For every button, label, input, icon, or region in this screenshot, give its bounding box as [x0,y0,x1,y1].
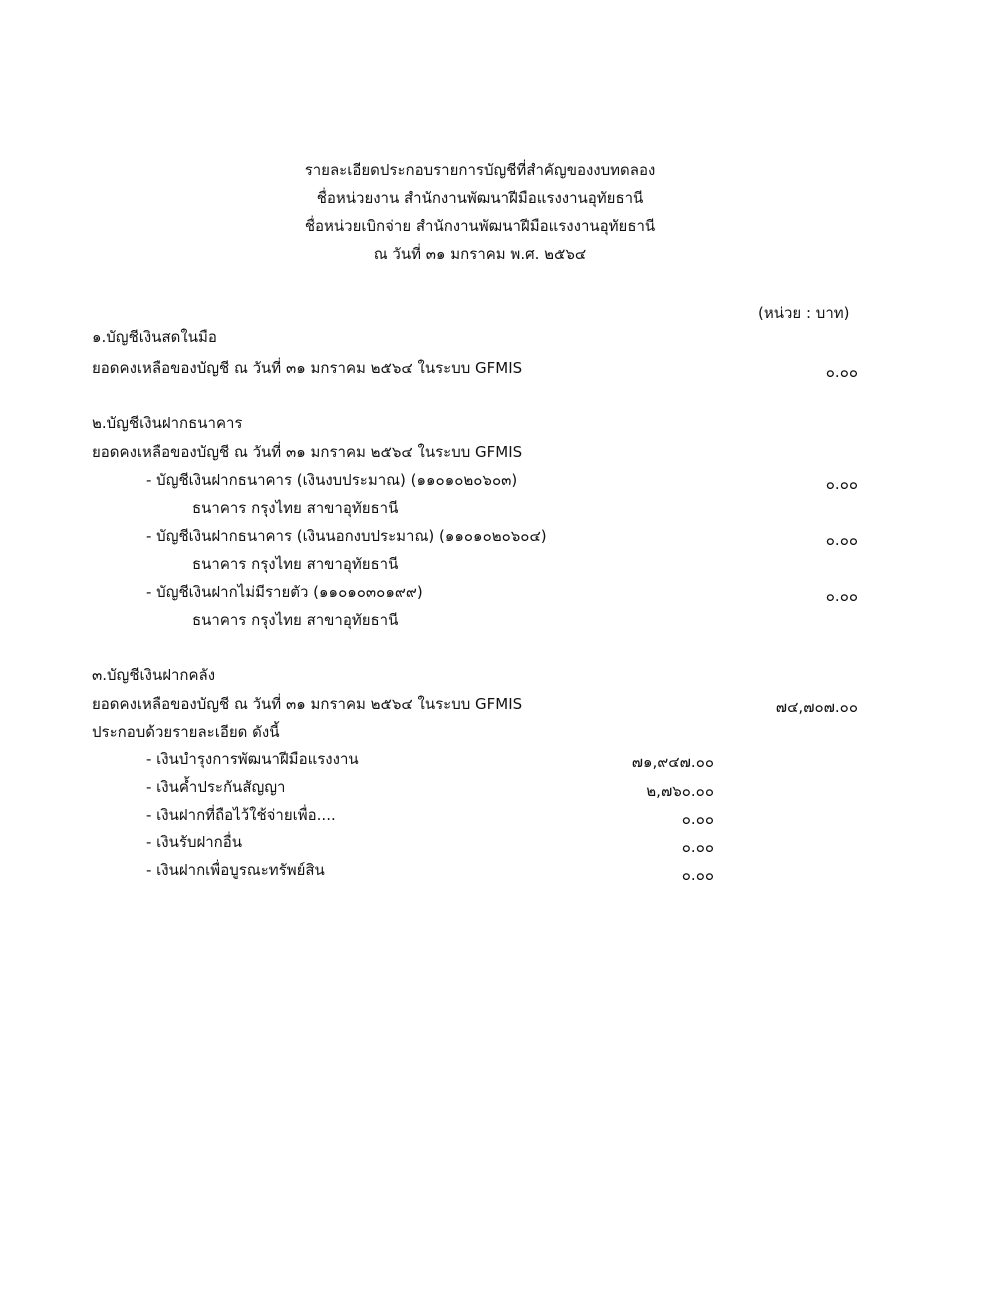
section2-item-label: - บัญชีเงินฝากธนาคาร (เงินนอกงบประมาณ) (๑๑๐๑๐๒๐๖๐๔) [146,527,547,545]
section3-detail-label: ประกอบด้วยรายละเอียด ดังนี้ [92,723,280,741]
section2-item-bank: ธนาคาร กรุงไทย สาขาอุทัยธานี [192,555,399,573]
unit-label: (หน่วย : บาท) [758,304,850,322]
section3-balance-amount: ๗๔,๗๐๗.๐๐ [775,698,858,716]
section3-item-amount: ๐.๐๐ [681,838,714,856]
agency-name: ชื่อหน่วยงาน สำนักงานพัฒนาฝีมือแรงงานอุทัยธานี [316,189,644,207]
section1-title: ๑.บัญชีเงินสดในมือ [92,328,217,346]
section3-item-amount: ๐.๐๐ [681,866,714,884]
section2-item-amount: ๐.๐๐ [825,475,858,493]
section2-item-bank: ธนาคาร กรุงไทย สาขาอุทัยธานี [192,499,399,517]
disbursing-unit-name: ชื่อหน่วยเบิกจ่าย สำนักงานพัฒนาฝีมือแรงงานอุทัยธานี [304,217,656,235]
section2-balance-label: ยอดคงเหลือของบัญชี ณ วันที่ ๓๑ มกราคม ๒๕๖๔ ในระบบ GFMIS [92,443,523,461]
section3-item-label: - เงินรับฝากอื่น [146,833,243,851]
section3-title: ๓.บัญชีเงินฝากคลัง [92,666,216,684]
report-date: ณ วันที่ ๓๑ มกราคม พ.ศ. ๒๕๖๔ [373,245,587,263]
report-title: รายละเอียดประกอบรายการบัญชีที่สำคัญของงบทดลอง [304,161,656,179]
section2-item-label: - บัญชีเงินฝากธนาคาร (เงินงบประมาณ) (๑๑๐๑๐๒๐๖๐๓) [146,471,518,489]
section2-item-bank: ธนาคาร กรุงไทย สาขาอุทัยธานี [192,611,399,629]
section3-item-label: - เงินฝากที่ถือไว้ใช้จ่ายเพื่อ.... [146,806,336,824]
section1-balance-amount: ๐.๐๐ [825,363,858,381]
section3-item-label: - เงินบำรุงการพัฒนาฝีมือแรงงาน [146,750,359,768]
section3-item-label: - เงินฝากเพื่อบูรณะทรัพย์สิน [146,861,325,879]
section3-balance-label: ยอดคงเหลือของบัญชี ณ วันที่ ๓๑ มกราคม ๒๕๖๔ ในระบบ GFMIS [92,695,523,713]
section2-item-label: - บัญชีเงินฝากไม่มีรายตัว (๑๑๐๑๐๓๐๑๙๙) [146,583,423,601]
section2-item-amount: ๐.๐๐ [825,587,858,605]
section3-item-label: - เงินค้ำประกันสัญญา [146,778,286,796]
section3-item-amount: ๒,๗๖๐.๐๐ [646,782,714,800]
section2-title: ๒.บัญชีเงินฝากธนาคาร [92,414,243,432]
section2-item-amount: ๐.๐๐ [825,531,858,549]
section1-balance-label: ยอดคงเหลือของบัญชี ณ วันที่ ๓๑ มกราคม ๒๕๖๔ ในระบบ GFMIS [92,359,523,377]
section3-item-amount: ๗๑,๙๔๗.๐๐ [631,753,714,771]
section3-item-amount: ๐.๐๐ [681,810,714,828]
